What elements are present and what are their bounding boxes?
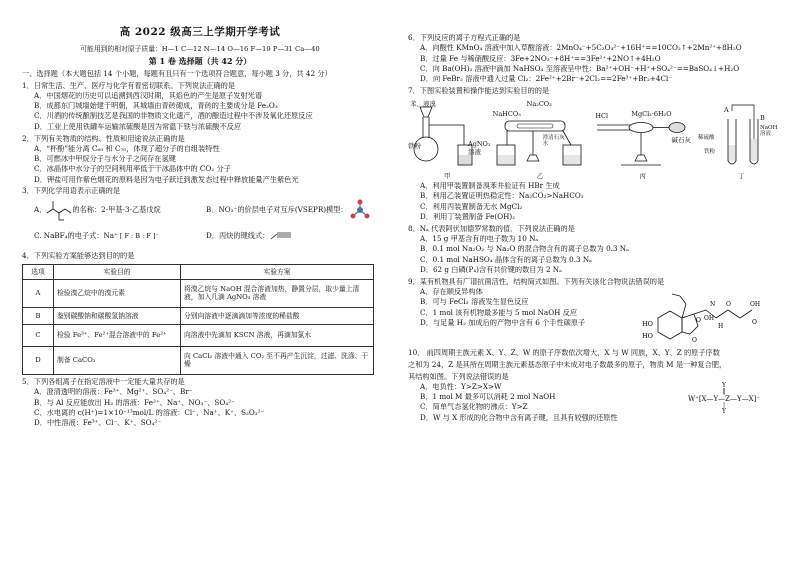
q10-option-d: D．W 与 X 形成的化合物中含有离子键，且具有较强的还原性 <box>420 413 618 422</box>
right-column <box>408 0 778 422</box>
experiment-table <box>22 264 374 375</box>
svg-text:H: H <box>718 323 724 330</box>
table-cell: 制备 CaCO₃ <box>54 346 181 374</box>
q7-option-c: C．利用丙装置制备无水 MgCl₂ <box>420 202 523 211</box>
q6-stem: 6．下列反应的离子方程式正确的是 <box>408 34 521 42</box>
svg-text:OH: OH <box>750 301 761 308</box>
q4-stem: 4．下列实验方案能够达到目的的是 <box>22 252 135 261</box>
vsepr-model-icon <box>348 199 372 221</box>
table-cell: 鉴别碳酸钠和碳酸氢钠溶液 <box>54 307 181 324</box>
label-na2co3: Na₂CO₃ <box>526 99 552 108</box>
q8-option-c: C．0.1 mol NaHSO₄ 晶体含有的离子总数为 0.3 Nₐ <box>420 255 592 264</box>
q6-option-a: A．向酸性 KMnO₄ 溶液中加入草酸溶液：2MnO₄⁻+5C₂O₄²⁻+16H⁺==10CO₂↑+2Mn²⁺+8H₂O <box>420 44 742 53</box>
svg-text:O: O <box>696 317 701 324</box>
q8-option-b: B．0.1 mol Na₂O₂ 与 Na₂O 的混合物含有的离子总数为 0.3 Nₐ <box>420 245 629 254</box>
table-cell: 分别向溶液中逐滴滴加等浓度的稀盐酸 <box>181 307 374 324</box>
q2-option-b: B．可燃冰中甲烷分子与水分子之间存在氢键 <box>34 155 176 164</box>
q10-option-c: C．简单气态氢化物的沸点：Y>Z <box>420 403 528 412</box>
q6-option-b: B．过量 Fe 与稀硝酸反应：3Fe+2NO₃⁻+8H⁺==3Fe²⁺+2NO↑+4H₂O <box>420 54 661 63</box>
table-header: 实验目的 <box>54 264 181 279</box>
table-row <box>23 279 374 307</box>
label-hcl: HCl <box>595 111 609 120</box>
label-bing: 丙 <box>639 171 646 180</box>
q10-option-b: B．1 mol M 最多可以消耗 2 mol NaOH <box>420 393 556 402</box>
apparatus-ding <box>698 99 778 181</box>
part-heading: 第 1 卷 选择题（共 42 分） <box>148 56 252 67</box>
organic-structure-icon <box>640 288 770 346</box>
table-cell: C <box>23 324 54 346</box>
q1-option-a: A．中国烟花的历史可以追溯到西汉时期，其焰色的产生是原子发射光谱 <box>34 91 263 100</box>
q8-option-a: A．15 g 甲基含有的电子数为 10 Nₐ <box>420 235 539 244</box>
q7-option-d: D．利用丁装置制备 Fe(OH)₂ <box>420 213 516 222</box>
q1-option-d: D．工业上使用铁罐车运输浓硫酸是因为常温下铁与浓硫酸不反应 <box>34 122 242 131</box>
left-column <box>22 0 378 428</box>
label-yi: 乙 <box>536 171 544 180</box>
label-nahco3: NaHCO₃ <box>492 109 521 118</box>
q2-option-c: C．冰晶体中水分子的空间利用率低于干冰晶体中的 CO₂ 分子 <box>34 165 231 174</box>
exam-title: 高 2022 级高三上学期开学考试 <box>119 26 281 38</box>
label-naoh: NaOH 溶液 <box>759 124 778 138</box>
table-cell: D <box>23 346 54 374</box>
label-jia: 甲 <box>444 171 451 180</box>
table-cell: B <box>23 307 54 324</box>
table-cell: 向溶液中先滴加 KSCN 溶液，再滴加氯水 <box>181 324 374 346</box>
svg-text:OH: OH <box>704 315 715 322</box>
apparatus-bing <box>591 99 695 181</box>
q3-option-b: B．NO₃⁻的价层电子对互斥(VSEPR)模型： <box>206 204 348 214</box>
label-mgcl2: MgCl₂·6H₂O <box>631 109 672 118</box>
q5-stem: 5．下列各组离子在指定溶液中一定能大量共存的是 <box>22 377 185 386</box>
q7-option-a: A．利用甲装置制备溴苯并验证有 HBr 生成 <box>420 182 560 191</box>
q9-option-c: C．1 mol 该有机物最多能与 5 mol NaOH 反应 <box>420 308 578 317</box>
q2-option-a: A．“杯酚”能分离 C₆₀ 和 C₇₀，体现了超分子的自组装特性 <box>34 144 220 153</box>
q5-option-b: B．与 Al 反应能放出 H₂ 的溶液：Fe²⁺、Na⁺、NO₃⁻、SO₄²⁻ <box>34 398 235 407</box>
table-cell: 将溴乙烷与 NaOH 混合溶液加热，静置分层，取少量上清液，加入几滴 AgNO₃ 溶液 <box>181 279 374 307</box>
svg-text:O: O <box>752 319 757 326</box>
atomic-masses: 可能用到的相对原子质量：H—1 C—12 N—14 O—16 F—19 P—31 Ca—40 <box>80 44 320 53</box>
label-ding: 丁 <box>737 171 745 180</box>
q7-option-b: B．利用乙装置证明热稳定性：Na₂CO₃>NaHCO₃ <box>420 192 584 201</box>
q3-option-c: C. NaBF₄的电子式：Na⁺ <box>34 230 118 240</box>
q3-option-a-name: 的名称：2-甲基-3-乙基戊烷 <box>72 204 161 214</box>
apparatus-jia <box>408 99 490 181</box>
q7-stem: 7．下图实验装置和操作能达到实验目的的是 <box>408 86 550 95</box>
svg-text:HO: HO <box>642 332 653 340</box>
q3-option-a: A． <box>34 204 47 214</box>
q9-block <box>408 288 778 346</box>
flask-apparatus-icon <box>408 99 490 171</box>
q9-option-a: A．存在顺反异构体 <box>420 288 483 296</box>
q6-option-c: C．向 Ba(OH)₂ 溶液中滴加 NaHSO₄ 至溶液呈中性：Ba²⁺+OH⁻+H⁺+SO₄²⁻==BaSO₄↓+H₂O <box>420 64 740 73</box>
apparatus-yi <box>493 99 589 181</box>
label-iron: 铁粉 <box>408 141 421 150</box>
label-limewater: 澄清石灰水 <box>542 134 565 148</box>
label-a: A <box>723 105 729 114</box>
apparatus-figures <box>408 99 778 181</box>
label-b: B <box>759 113 765 122</box>
table-row <box>23 324 374 346</box>
q10-stem-2: 之和为 24，Z 是其所在周期主族元素基态原子中未成对电子数最多的原子，物质 M 是一种复合肥， <box>408 360 727 369</box>
q2-option-d: D．钾盐可用作紫色烟花的原料是因为电子跃迁到激发态过程中释放能量产生紫色光 <box>34 175 299 184</box>
q10-option-a: A．电负性：Y>Z>X>W <box>420 382 502 391</box>
skeletal-structure-icon <box>46 199 72 221</box>
q9-option-d: D．与足量 H₂ 加成后的产物中含有 6 个手性碳原子 <box>420 318 586 327</box>
table-header: 实验方案 <box>181 264 374 279</box>
table-header-row <box>23 264 374 279</box>
q5-option-a: A．澄清透明的溶液：Fe³⁺、Mg²⁺、SO₄²⁻、Br⁻ <box>34 388 193 397</box>
label-agno3: AgNO₃ 溶液 <box>468 139 491 156</box>
q5-option-c: C．水电离的 c(H⁺)=1×10⁻¹³mol/L 的溶液：Cl⁻、Na⁺、K⁺、S₂O₃²⁻ <box>34 408 265 417</box>
table-cell: 检验溴乙烷中的溴元素 <box>54 279 181 307</box>
m-structure-formula: W⁺[X—Y—Z—Y—X]⁻ <box>687 394 761 403</box>
q9-stem: 9．某有机物具有广谱抗菌活性，结构简式如图。下列有关该化合物说法错误的是 <box>408 277 665 286</box>
table-header: 选项 <box>23 264 54 279</box>
q1-option-c: C．川酒的传统酿制技艺是我国的非物质文化遗产，酒的酿造过程中不涉及氧化还原反应 <box>34 112 313 121</box>
q8-option-d: D．62 g 白磷(P₄)含有共价键的数目为 2 Nₐ <box>420 265 562 274</box>
label-fe: 铁粉 <box>703 148 715 155</box>
q3-stem: 3．下列化学用语表示正确的是 <box>22 187 121 196</box>
svg-text:HO: HO <box>642 320 653 328</box>
electron-formula: [ F : B : F ]⁻ <box>119 231 159 240</box>
q5-option-d: D．中性溶液：Fe³⁺、Cl⁻、K⁺、SO₄²⁻ <box>34 419 162 428</box>
q9-option-b: B．可与 FeCl₃ 溶液发生显色反应 <box>420 298 529 307</box>
q8-stem: 8．Nₐ 代表阿伏加德罗常数的值．下列说法正确的是 <box>408 224 575 233</box>
q10-block <box>408 383 778 423</box>
table-row <box>23 346 374 374</box>
q1-stem: 1．日常生活、生产、医疗与化学有着密切联系。下列说法正确的是 <box>22 81 236 90</box>
table-cell: 检验 Fe³⁺、Fe²⁺混合溶液中的 Fe²⁺ <box>54 324 181 346</box>
svg-text:O: O <box>692 337 697 344</box>
label-dryer: 碱石灰 <box>671 135 691 144</box>
q2-stem: 2．下列有关物质的结构、性质和用途说法正确的是 <box>22 134 185 143</box>
q10-stem-1: 10． 前四周期主族元素 X、Y、Z、W 的原子序数依次增大，X 与 W 同族，X、Y、Z 的原子序数 <box>408 349 720 357</box>
svg-text:O: O <box>726 301 731 308</box>
q3-option-d: D．丙炔的键线式： <box>206 230 270 240</box>
propyne-line-icon <box>269 230 293 242</box>
svg-text:N: N <box>710 301 716 308</box>
q6-option-d: D．向 FeBr₂ 溶液中通入过量 Cl₂：2Fe²⁺+2Br⁻+2Cl₂==2Fe³⁺+Br₂+4Cl⁻ <box>420 75 673 84</box>
table-row <box>23 307 374 324</box>
q1-option-b: B．成都东门城墙始建于明朝，其城墙由青砖砌成，青砖的主要成分是 Fe₂O₃ <box>34 102 278 111</box>
m-structure: Y ‖ W⁺[X—Y—Z—Y—X]⁻ | Y <box>674 383 774 416</box>
label-acid: 稀硫酸 <box>697 134 715 141</box>
table-cell: A <box>23 279 54 307</box>
table-cell: 向 CaCl₂ 溶液中通入 CO₂ 至不再产生沉淀，过滤、洗涤、干燥 <box>181 346 374 374</box>
label-benzene: 苯、液溴 <box>410 99 436 108</box>
instructions: 一、选择题（本大题包括 14 个小题，每题有且只有一个选项符合题意，每小题 3 分，共 42 分） <box>22 69 332 78</box>
q10-stem-3: 其结构如图。下列说法错误的是 <box>408 372 509 381</box>
